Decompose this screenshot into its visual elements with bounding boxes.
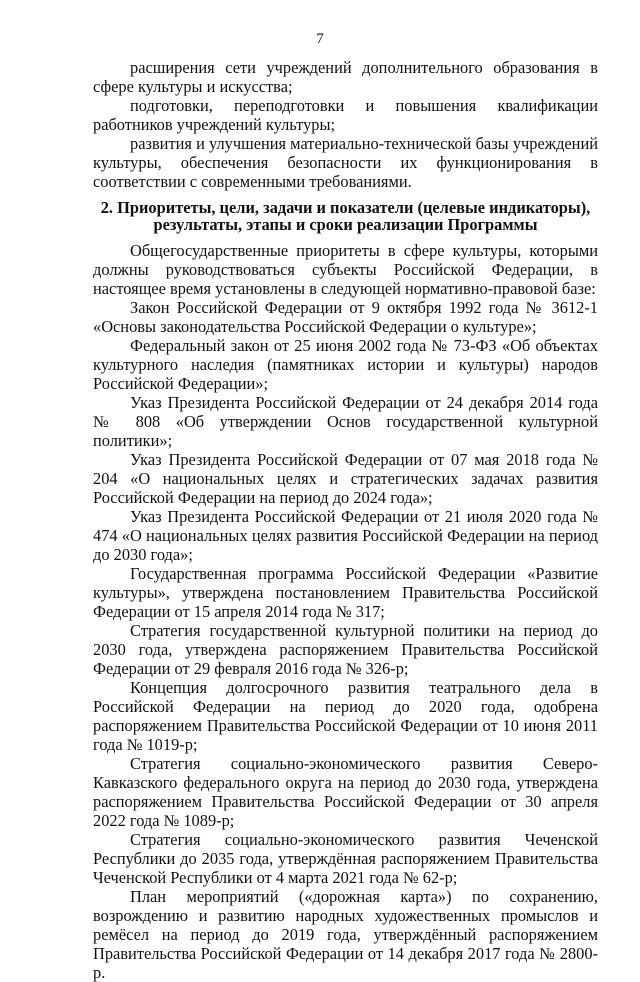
legal-act-item: Государственная программа Российской Федерации «Развитие культуры», утверждена постановлением Правительства Российской Федерации от 15 апреля 2014 года № 317; xyxy=(93,564,598,621)
section-heading-line: результаты, этапы и сроки реализации Программы xyxy=(153,215,538,234)
legal-act-item: План мероприятий («дорожная карта») по сохранению, возрождению и развитию народных художественных промыслов и ремёсел на период до 2019 года, утверждённый распоряжением Правительства Российской Федерации от 14 декабря 2017 года № 2800-р. xyxy=(93,887,598,982)
intro-paragraph: Общегосударственные приоритеты в сфере культуры, которыми должны руководствоваться субъекты Российской Федерации, в настоящее время установлены в следующей нормативно-правовой базе: xyxy=(93,241,598,298)
legal-act-item: Федеральный закон от 25 июня 2002 года № 73-ФЗ «Об объектах культурного наследия (памятниках истории и культуры) народов Российской Федерации»; xyxy=(93,336,598,393)
list-item: расширения сети учреждений дополнительного образования в сфере культуры и искусства; xyxy=(93,58,598,96)
legal-act-item: Стратегия государственной культурной политики на период до 2030 года, утверждена распоряжением Правительства Российской Федерации от 29 февраля 2016 года № 326-р; xyxy=(93,621,598,678)
legal-act-item: Указ Президента Российской Федерации от 07 мая 2018 года № 204 «О национальных целях и стратегических задачах развития Российской Федерации на период до 2024 года»; xyxy=(93,450,598,507)
list-item: подготовки, переподготовки и повышения квалификации работников учреждений культуры; xyxy=(93,96,598,134)
page-number: 7 xyxy=(316,31,324,47)
legal-act-item: Стратегия социально-экономического развития Чеченской Республики до 2035 года, утверждённая распоряжением Правительства Чеченской Республики от 4 марта 2021 года № 62-р; xyxy=(93,830,598,887)
list-item: развития и улучшения материально-технической базы учреждений культуры, обеспечения безопасности их функционирования в соответствии с современными требованиями. xyxy=(93,134,598,191)
section-heading xyxy=(93,199,598,233)
legal-act-item: Указ Президента Российской Федерации от 24 декабря 2014 года № 808 «Об утверждении Основ государственной культурной политики»; xyxy=(93,393,598,450)
section-heading-line: 2. Приоритеты, цели, задачи и показатели (целевые индикаторы), xyxy=(100,198,591,217)
legal-act-item: Закон Российской Федерации от 9 октября 1992 года № 3612-1 «Основы законодательства Российской Федерации о культуре»; xyxy=(93,298,598,336)
legal-act-item: Указ Президента Российской Федерации от 21 июля 2020 года № 474 «О национальных целях развития Российской Федерации на период до 2030 года»; xyxy=(93,507,598,564)
continued-list xyxy=(93,58,598,191)
legal-act-item: Стратегия социально-экономического развития Северо-Кавказского федерального округа на период до 2030 года, утверждена распоряжением Правительства Российской Федерации от 30 апреля 2022 года № 1089-р; xyxy=(93,754,598,830)
section-body xyxy=(93,241,598,982)
legal-act-item: Концепция долгосрочного развития театрального дела в Российской Федерации на период до 2020 года, одобрена распоряжением Правительства Российской Федерации от 10 июня 2011 года № 1019-р; xyxy=(93,678,598,754)
